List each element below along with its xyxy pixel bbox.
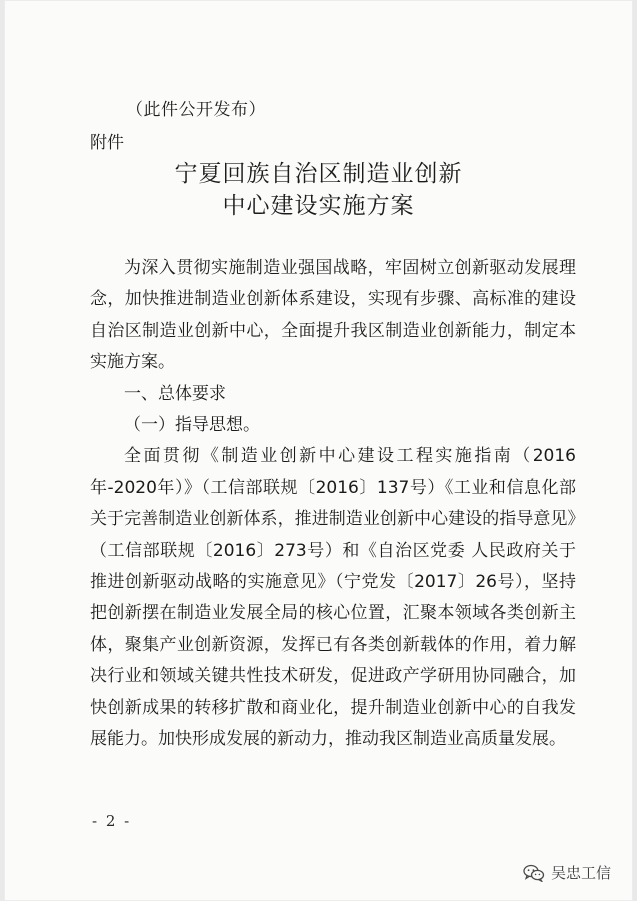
- wechat-icon: [523, 864, 545, 882]
- document-page: [4, 0, 633, 901]
- watermark: [523, 862, 611, 883]
- document-body: [90, 253, 576, 756]
- page-number: - 2 -: [92, 812, 132, 830]
- body-paragraph: 为深入贯彻实施制造业强国战略，牢固树立创新驱动发展理念，加快推进制造业创新体系建设，实现有步骤、高标准的建设自治区制造业创新中心，全面提升我区制造业创新能力，制定本实施方案。: [90, 258, 576, 373]
- body-paragraph: 全面贯彻《制造业创新中心建设工程实施指南（2016年-2020年）》（工信部联规〔2016〕137号）《工业和信息化部关于完善制造业创新体系，推进制造业创新中心建设的指导意见》（工信部联规〔2016〕273号）和《自治区党委 人民政府关于推进创新驱动战略的实施意见》（宁党发〔2017〕26号），坚持把创新摆在制造业发展全局的核心位置，汇聚本领域各类创新主体，聚集产业创新资源，发挥已有各类创新载体的作用，着力解决行业和领域关键共性技术研发，促进政产学研用协同融合，加快创新成果的转移扩散和商业化，提升制造业创新中心的自我发展能力。加快形成发展的新动力，推动我区制造业高质量发展。: [90, 446, 576, 750]
- section-heading: 一、总体要求: [124, 383, 226, 404]
- watermark-text: 吴忠工信: [550, 864, 611, 882]
- publication-notice: （此件公开发布）: [126, 100, 266, 120]
- document-title-line1: 宁夏回族自治区制造业创新: [174, 161, 463, 187]
- attachment-label: 附件: [90, 133, 124, 153]
- subsection-heading: （一）指导思想。: [124, 415, 260, 436]
- document-title-line2: 中心建设实施方案: [222, 193, 415, 219]
